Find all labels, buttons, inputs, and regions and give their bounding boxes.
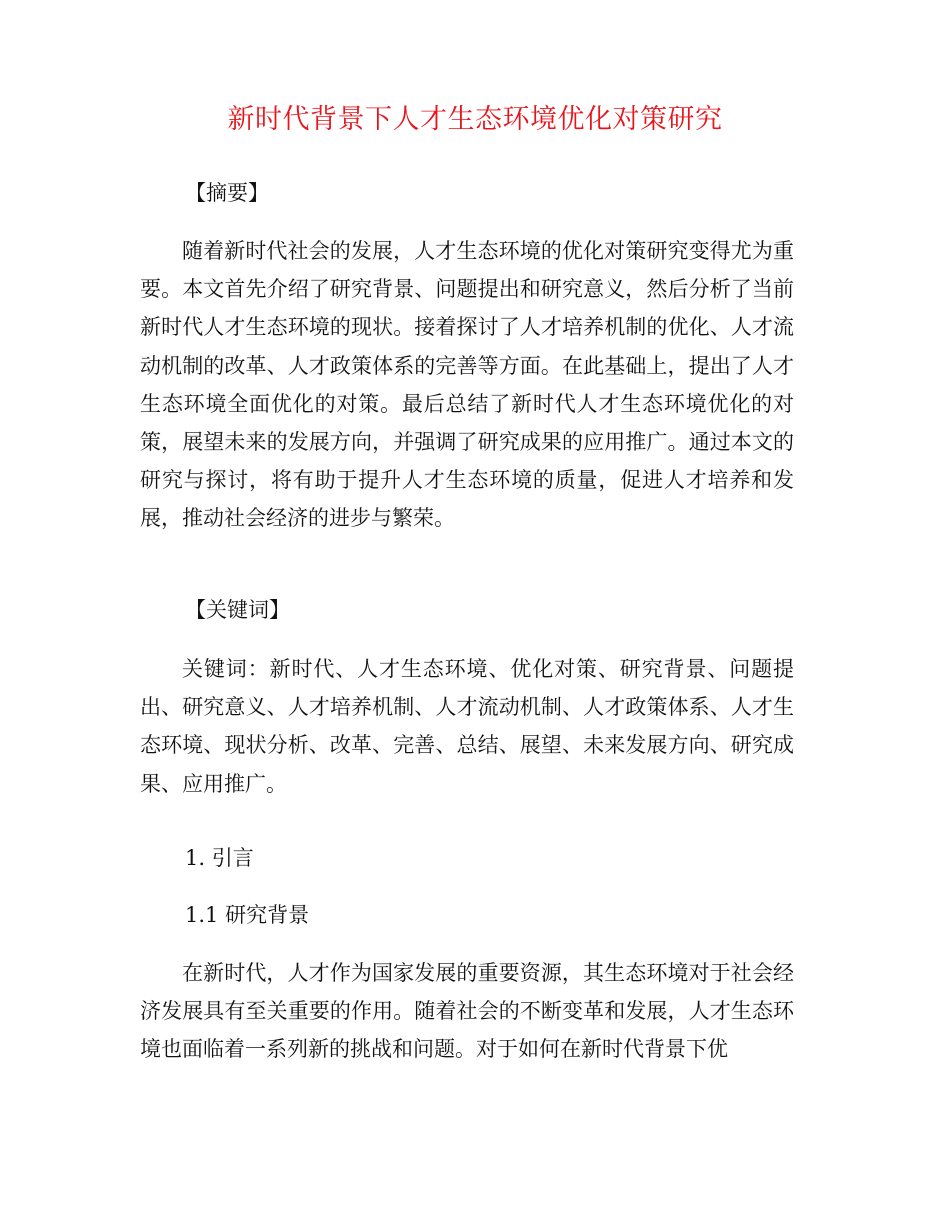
abstract-label: 【摘要】 (185, 181, 269, 205)
abstract-paragraph: 随着新时代社会的发展，人才生态环境的优化对策研究变得尤为重要。本文首先介绍了研究背景、问题提出和研究意义，然后分析了当前新时代人才生态环境的现状。接着探讨了人才培养机制的优化、人才流动机制的改革、人才政策体系的完善等方面。在此基础上，提出了人才生态环境全面优化的对策。最后总结了新时代人才生态环境优化的对策，展望未来的发展方向，并强调了研究成果的应用推广。通过本文的研究与探讨，将有助于提升人才生态环境的质量，促进人才培养和发展，推动社会经济的进步与繁荣。 (140, 239, 794, 531)
section-1-1-heading: 1.1 研究背景 (185, 903, 310, 927)
keywords-label: 【关键词】 (185, 598, 290, 622)
keywords-paragraph: 关键词：新时代、人才生态环境、优化对策、研究背景、问题提出、研究意义、人才培养机制、人才流动机制、人才政策体系、人才生态环境、现状分析、改革、完善、总结、展望、未来发展方向、研究成果、应用推广。 (140, 657, 794, 796)
document-title: 新时代背景下人才生态环境优化对策研究 (227, 104, 723, 135)
section-1-1-paragraph: 在新时代，人才作为国家发展的重要资源，其生态环境对于社会经济发展具有至关重要的作用。随着社会的不断变革和发展，人才生态环境也面临着一系列新的挑战和问题。对于如何在新时代背景下优 (140, 961, 794, 1062)
section-1-heading: 1. 引言 (185, 846, 254, 870)
